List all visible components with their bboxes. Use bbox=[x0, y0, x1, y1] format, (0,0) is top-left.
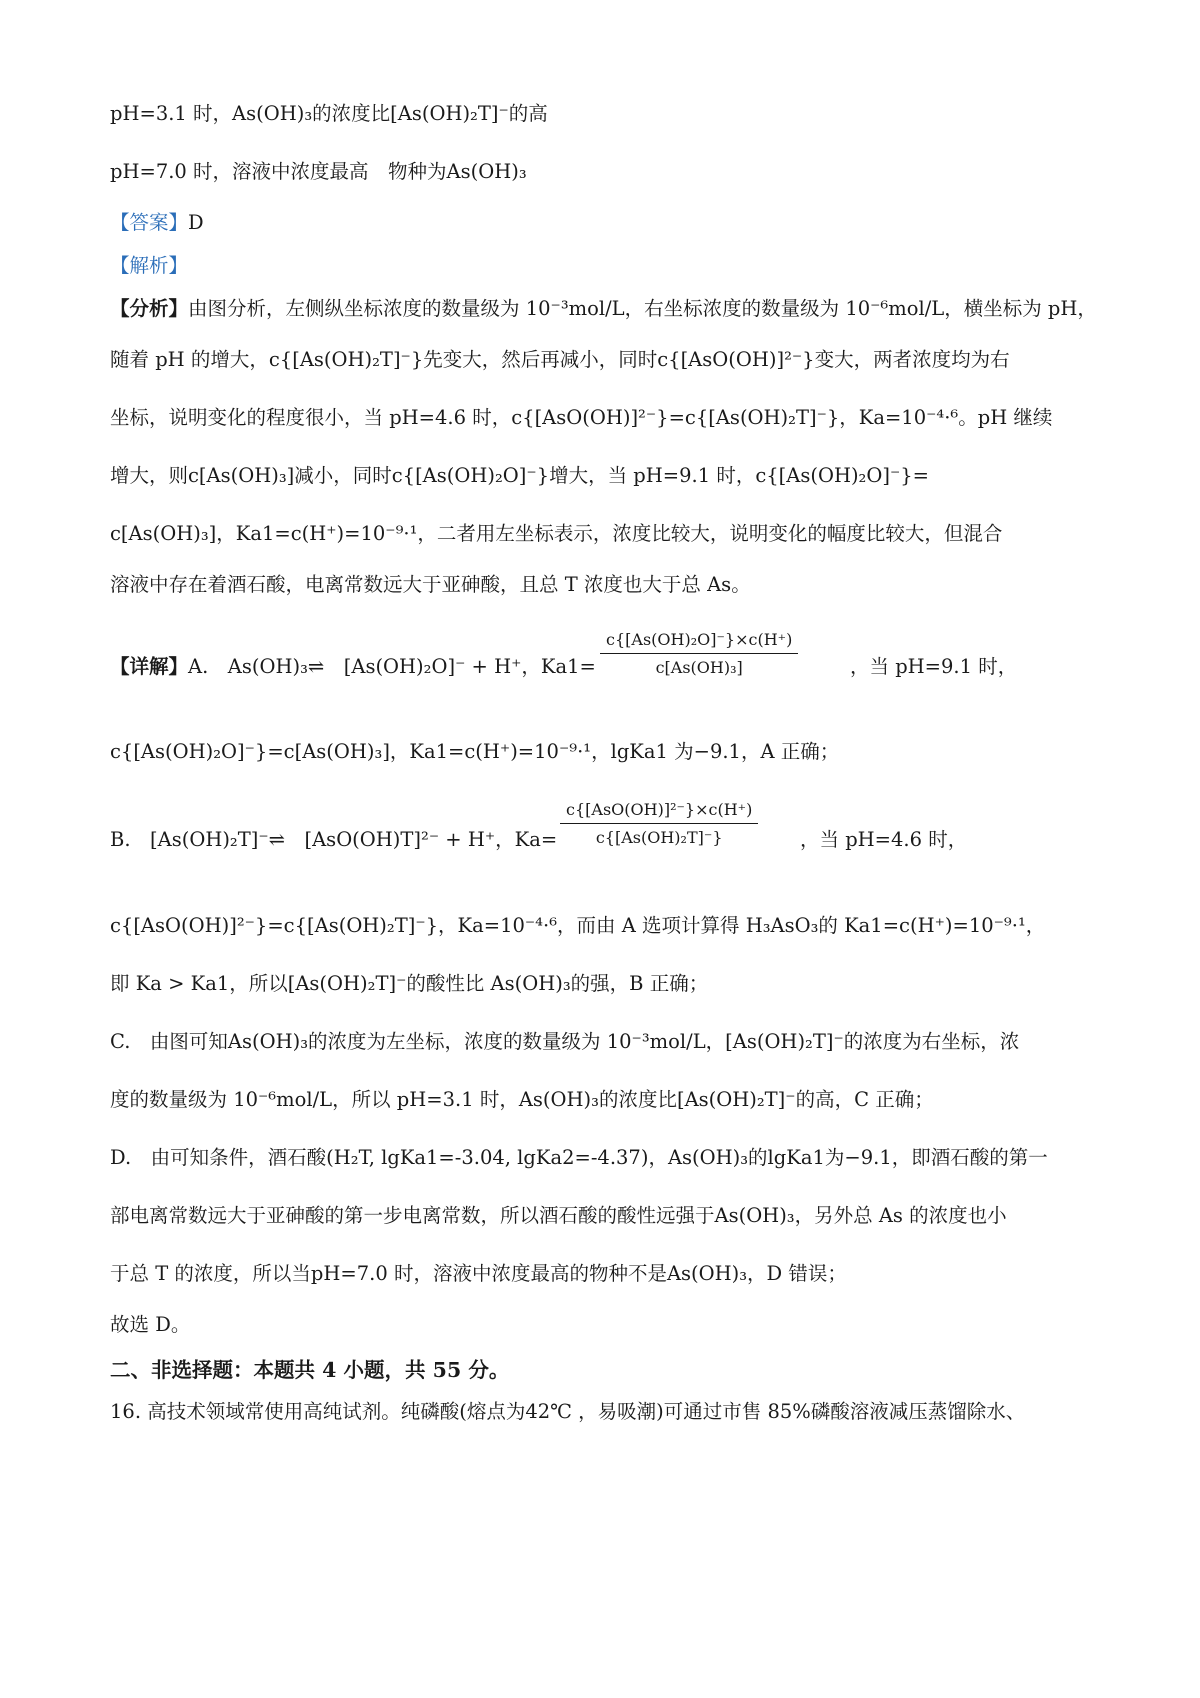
detail-b-line-2: c{[AsO(OH)]²⁻}=c{[As(OH)₂T]⁻}，Ka=10⁻⁴·⁶，而由 A 选项计算得 H₃AsO₃的 Ka1=c(H⁺)=10⁻⁹·¹， bbox=[110, 914, 1046, 937]
fenxi-text-1: 由图分析，左侧纵坐标浓度的数量级为 10⁻³mol/L，右坐标浓度的数量级为 10⁻⁶mol/L，横坐标为 pH， bbox=[188, 297, 1097, 320]
detail-d-line-2: 部电离常数远大于亚砷酸的第一步电离常数，所以酒石酸的酸性远强于As(OH)₃，另外总 As 的浓度也小 bbox=[110, 1204, 1007, 1227]
detail-tag: 【详解】 bbox=[110, 655, 189, 678]
detail-b-line-3: 即 Ka > Ka1，所以[As(OH)₂T]⁻的酸性比 As(OH)₃的强，B 正确； bbox=[110, 972, 709, 995]
detail-d-line-1: D. 由可知条件，酒石酸(H₂T, lgKa1=-3.04, lgKa2=-4.37)，As(OH)₃的lgKa1为−9.1，即酒石酸的第一 bbox=[110, 1146, 1048, 1169]
analysis-tag: 【解析】 bbox=[110, 254, 189, 277]
detail-b-fraction bbox=[560, 800, 758, 847]
fenxi-line-3: 坐标，说明变化的程度很小，当 pH=4.6 时，c{[AsO(OH)]²⁻}=c{[As(OH)₂T]⁻}，Ka=10⁻⁴·⁶。pH 继续 bbox=[110, 406, 1053, 429]
detail-b-numerator: c{[AsO(OH)]²⁻}×c(H⁺) bbox=[560, 800, 758, 824]
answer-value: D bbox=[188, 211, 204, 234]
detail-c-line-1: C. 由图可知As(OH)₃的浓度为左坐标，浓度的数量级为 10⁻³mol/L，[As(OH)₂T]⁻的浓度为右坐标，浓 bbox=[110, 1030, 1020, 1053]
detail-a-fraction bbox=[600, 630, 798, 677]
option-d: pH=7.0 时，溶液中浓度最高 物种为As(OH)₃ bbox=[110, 160, 527, 183]
answer-tag: 【答案】 bbox=[110, 211, 189, 234]
detail-d-line-3: 于总 T 的浓度，所以当pH=7.0 时，溶液中浓度最高的物种不是As(OH)₃，D 错误； bbox=[110, 1262, 847, 1285]
fenxi-line-5: c[As(OH)₃]，Ka1=c(H⁺)=10⁻⁹·¹，二者用左坐标表示，浓度比较大，说明变化的幅度比较大，但混合 bbox=[110, 522, 1003, 545]
fenxi-line-1 bbox=[110, 294, 1100, 324]
detail-a-eq: A. As(OH)₃⇌ [As(OH)₂O]⁻ + H⁺，Ka1= bbox=[188, 655, 596, 678]
fenxi-line-2: 随着 pH 的增大，c{[As(OH)₂T]⁻}先变大，然后再减小，同时c{[AsO(OH)]²⁻}变大，两者浓度均为右 bbox=[110, 348, 1010, 371]
detail-a-numerator: c{[As(OH)₂O]⁻}×c(H⁺) bbox=[600, 630, 798, 654]
fenxi-line-4: 增大，则c[As(OH)₃]减小，同时c{[As(OH)₂O]⁻}增大，当 pH=9.1 时，c{[As(OH)₂O]⁻}= bbox=[110, 464, 930, 487]
option-c: pH=3.1 时，As(OH)₃的浓度比[As(OH)₂T]⁻的高 bbox=[110, 102, 548, 125]
detail-b-denominator: c{[As(OH)₂T]⁻} bbox=[595, 828, 723, 847]
detail-b-tail: ，当 pH=4.6 时， bbox=[800, 828, 968, 851]
detail-c-line-2: 度的数量级为 10⁻⁶mol/L，所以 pH=3.1 时，As(OH)₃的浓度比[As(OH)₂T]⁻的高，C 正确； bbox=[110, 1088, 934, 1111]
section-heading: 二、非选择题：本题共 4 小题，共 55 分。 bbox=[110, 1358, 510, 1382]
question-16: 16. 高技术领域常使用高纯试剂。纯磷酸(熔点为42℃ ，易吸潮)可通过市售 85%磷酸溶液减压蒸馏除水、 bbox=[110, 1400, 1026, 1423]
answer-line bbox=[110, 208, 1100, 238]
detail-b-equation: B. [As(OH)₂T]⁻⇌ [AsO(OH)T]²⁻ + H⁺，Ka= bbox=[110, 828, 558, 851]
detail-a-tail: ，当 pH=9.1 时， bbox=[850, 655, 1018, 678]
fenxi-tag: 【分析】 bbox=[110, 297, 189, 320]
fenxi-line-6: 溶液中存在着酒石酸，电离常数远大于亚砷酸，且总 T 浓度也大于总 As。 bbox=[110, 573, 751, 596]
detail-a-denominator: c[As(OH)₃] bbox=[655, 658, 743, 677]
detail-a-line-2: c{[As(OH)₂O]⁻}=c[As(OH)₃]，Ka1=c(H⁺)=10⁻⁹·¹，lgKa1 为−9.1，A 正确； bbox=[110, 740, 840, 763]
conclusion: 故选 D。 bbox=[110, 1313, 191, 1336]
